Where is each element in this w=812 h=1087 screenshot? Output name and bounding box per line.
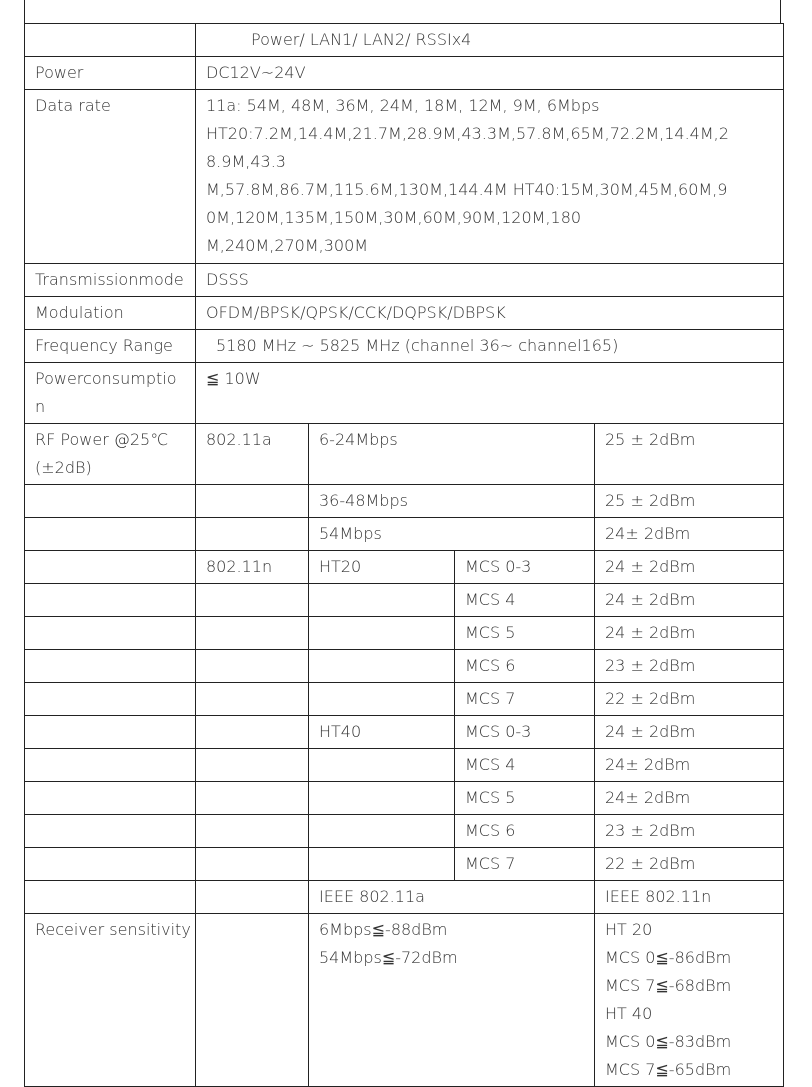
sensitivity-header-n: IEEE 802.11n xyxy=(595,881,784,914)
empty-cell xyxy=(309,650,455,683)
power-cell: 25 ± 2dBm xyxy=(595,485,784,518)
table-row xyxy=(25,914,784,1087)
empty-cell xyxy=(25,716,196,749)
ports-header xyxy=(196,24,784,57)
data-rate-line: 8.9M,43.3 xyxy=(206,152,286,171)
label-line: RF Power @25℃ xyxy=(35,430,169,449)
empty-cell xyxy=(196,518,309,551)
power-cell: 23 ± 2dBm xyxy=(595,650,784,683)
mcs-cell: MCS 4 xyxy=(455,584,595,617)
table-row xyxy=(25,90,784,264)
modulation-value: OFDM/BPSK/QPSK/CCK/DQPSK/DBPSK xyxy=(196,297,784,330)
table-row xyxy=(25,57,784,90)
data-rate-line: M,240M,270M,300M xyxy=(206,236,369,255)
table-row xyxy=(25,485,784,518)
ports-header-text: Power/ LAN1/ LAN2/ RSSIx4 xyxy=(251,30,472,49)
table-row xyxy=(25,650,784,683)
table-row xyxy=(25,330,784,363)
transmission-mode-value: DSSS xyxy=(196,264,784,297)
power-cell: 25 ± 2dBm xyxy=(595,424,784,485)
empty-cell xyxy=(309,584,455,617)
ht20-label: HT20 xyxy=(309,551,455,584)
mcs-cell: MCS 5 xyxy=(455,617,595,650)
empty-cell xyxy=(196,650,309,683)
sensitivity-line: HT 20 xyxy=(605,920,653,939)
frequency-range-value: 5180 MHz ~ 5825 MHz (channel 36~ channel165) xyxy=(196,330,784,363)
power-consumption-label xyxy=(25,363,196,424)
table-row xyxy=(25,24,784,57)
empty-cell xyxy=(25,518,196,551)
receiver-sensitivity-label: Receiver sensitivity xyxy=(25,914,196,1087)
sensitivity-n-values xyxy=(595,914,784,1087)
power-cell: 23 ± 2dBm xyxy=(595,815,784,848)
table-row xyxy=(25,363,784,424)
power-cell: 22 ± 2dBm xyxy=(595,848,784,881)
table-row xyxy=(25,264,784,297)
mcs-cell: MCS 4 xyxy=(455,749,595,782)
empty-cell xyxy=(25,815,196,848)
sensitivity-line: MCS 0≦-83dBm xyxy=(605,1032,732,1051)
rate-cell: 36-48Mbps xyxy=(309,485,595,518)
rate-cell: 54Mbps xyxy=(309,518,595,551)
mcs-cell: MCS 0-3 xyxy=(455,551,595,584)
empty-cell xyxy=(309,782,455,815)
mcs-cell: MCS 6 xyxy=(455,650,595,683)
table-row xyxy=(25,683,784,716)
sensitivity-header-a: IEEE 802.11a xyxy=(309,881,595,914)
empty-cell xyxy=(25,782,196,815)
table-row xyxy=(25,848,784,881)
sensitivity-line: 54Mbps≦-72dBm xyxy=(319,948,458,967)
std-80211a: 802.11a xyxy=(196,424,309,485)
table-row xyxy=(25,424,784,485)
power-cell: 24 ± 2dBm xyxy=(595,584,784,617)
spec-table xyxy=(24,23,784,1087)
table-row xyxy=(25,815,784,848)
std-80211n: 802.11n xyxy=(196,551,309,584)
empty-cell xyxy=(25,24,196,57)
empty-cell xyxy=(309,749,455,782)
power-cell: 24± 2dBm xyxy=(595,518,784,551)
sensitivity-a-values xyxy=(309,914,595,1087)
data-rate-label: Data rate xyxy=(25,90,196,264)
sensitivity-line: HT 40 xyxy=(605,1004,653,1023)
empty-cell xyxy=(309,815,455,848)
table-row xyxy=(25,716,784,749)
table-row xyxy=(25,617,784,650)
rate-cell: 6-24Mbps xyxy=(309,424,595,485)
label-line: (±2dB) xyxy=(35,458,92,477)
empty-cell xyxy=(196,881,309,914)
data-rate-line: 0M,120M,135M,150M,30M,60M,90M,120M,180 xyxy=(206,208,582,227)
power-consumption-value: ≦ 10W xyxy=(196,363,784,424)
table-row xyxy=(25,881,784,914)
sensitivity-line: MCS 7≦-68dBm xyxy=(605,976,732,995)
label-line: n xyxy=(35,397,46,416)
power-cell: 24± 2dBm xyxy=(595,749,784,782)
empty-cell xyxy=(309,617,455,650)
data-rate-line: 11a: 54M, 48M, 36M, 24M, 18M, 12M, 9M, 6Mbps xyxy=(206,96,600,115)
empty-cell xyxy=(25,650,196,683)
empty-cell xyxy=(25,749,196,782)
power-value: DC12V~24V xyxy=(196,57,784,90)
rf-power-label xyxy=(25,424,196,485)
empty-cell xyxy=(25,485,196,518)
empty-cell xyxy=(25,881,196,914)
power-cell: 24± 2dBm xyxy=(595,782,784,815)
empty-cell xyxy=(196,749,309,782)
empty-cell xyxy=(25,584,196,617)
modulation-label: Modulation xyxy=(25,297,196,330)
empty-cell xyxy=(196,485,309,518)
table-row xyxy=(25,297,784,330)
data-rate-line: HT20:7.2M,14.4M,21.7M,28.9M,43.3M,57.8M,65M,72.2M,14.4M,2 xyxy=(206,124,729,143)
mcs-cell: MCS 0-3 xyxy=(455,716,595,749)
mcs-cell: MCS 6 xyxy=(455,815,595,848)
sensitivity-line: 6Mbps≦-88dBm xyxy=(319,920,448,939)
mcs-cell: MCS 7 xyxy=(455,848,595,881)
power-cell: 22 ± 2dBm xyxy=(595,683,784,716)
empty-cell xyxy=(309,683,455,716)
sensitivity-line: MCS 7≦-65dBm xyxy=(605,1060,732,1079)
data-rate-line: M,57.8M,86.7M,115.6M,130M,144.4M HT40:15M,30M,45M,60M,9 xyxy=(206,180,728,199)
label-line: Powerconsumptio xyxy=(35,369,177,388)
power-cell: 24 ± 2dBm xyxy=(595,617,784,650)
frame-line-left xyxy=(24,0,25,24)
empty-cell xyxy=(25,551,196,584)
data-rate-value xyxy=(196,90,784,264)
empty-cell xyxy=(196,716,309,749)
empty-cell xyxy=(196,584,309,617)
empty-cell xyxy=(309,848,455,881)
frame-line-right xyxy=(780,0,781,24)
empty-cell xyxy=(25,848,196,881)
power-cell: 24 ± 2dBm xyxy=(595,551,784,584)
empty-cell xyxy=(196,914,309,1087)
table-row xyxy=(25,749,784,782)
table-row xyxy=(25,518,784,551)
empty-cell xyxy=(25,617,196,650)
table-row xyxy=(25,584,784,617)
empty-cell xyxy=(25,683,196,716)
sensitivity-line: MCS 0≦-86dBm xyxy=(605,948,732,967)
empty-cell xyxy=(196,617,309,650)
table-row xyxy=(25,551,784,584)
empty-cell xyxy=(196,815,309,848)
mcs-cell: MCS 5 xyxy=(455,782,595,815)
power-cell: 24 ± 2dBm xyxy=(595,716,784,749)
empty-cell xyxy=(196,683,309,716)
frequency-range-label: Frequency Range xyxy=(25,330,196,363)
mcs-cell: MCS 7 xyxy=(455,683,595,716)
table-row xyxy=(25,782,784,815)
empty-cell xyxy=(196,782,309,815)
transmission-mode-label: Transmissionmode xyxy=(25,264,196,297)
power-label: Power xyxy=(25,57,196,90)
empty-cell xyxy=(196,848,309,881)
ht40-label: HT40 xyxy=(309,716,455,749)
